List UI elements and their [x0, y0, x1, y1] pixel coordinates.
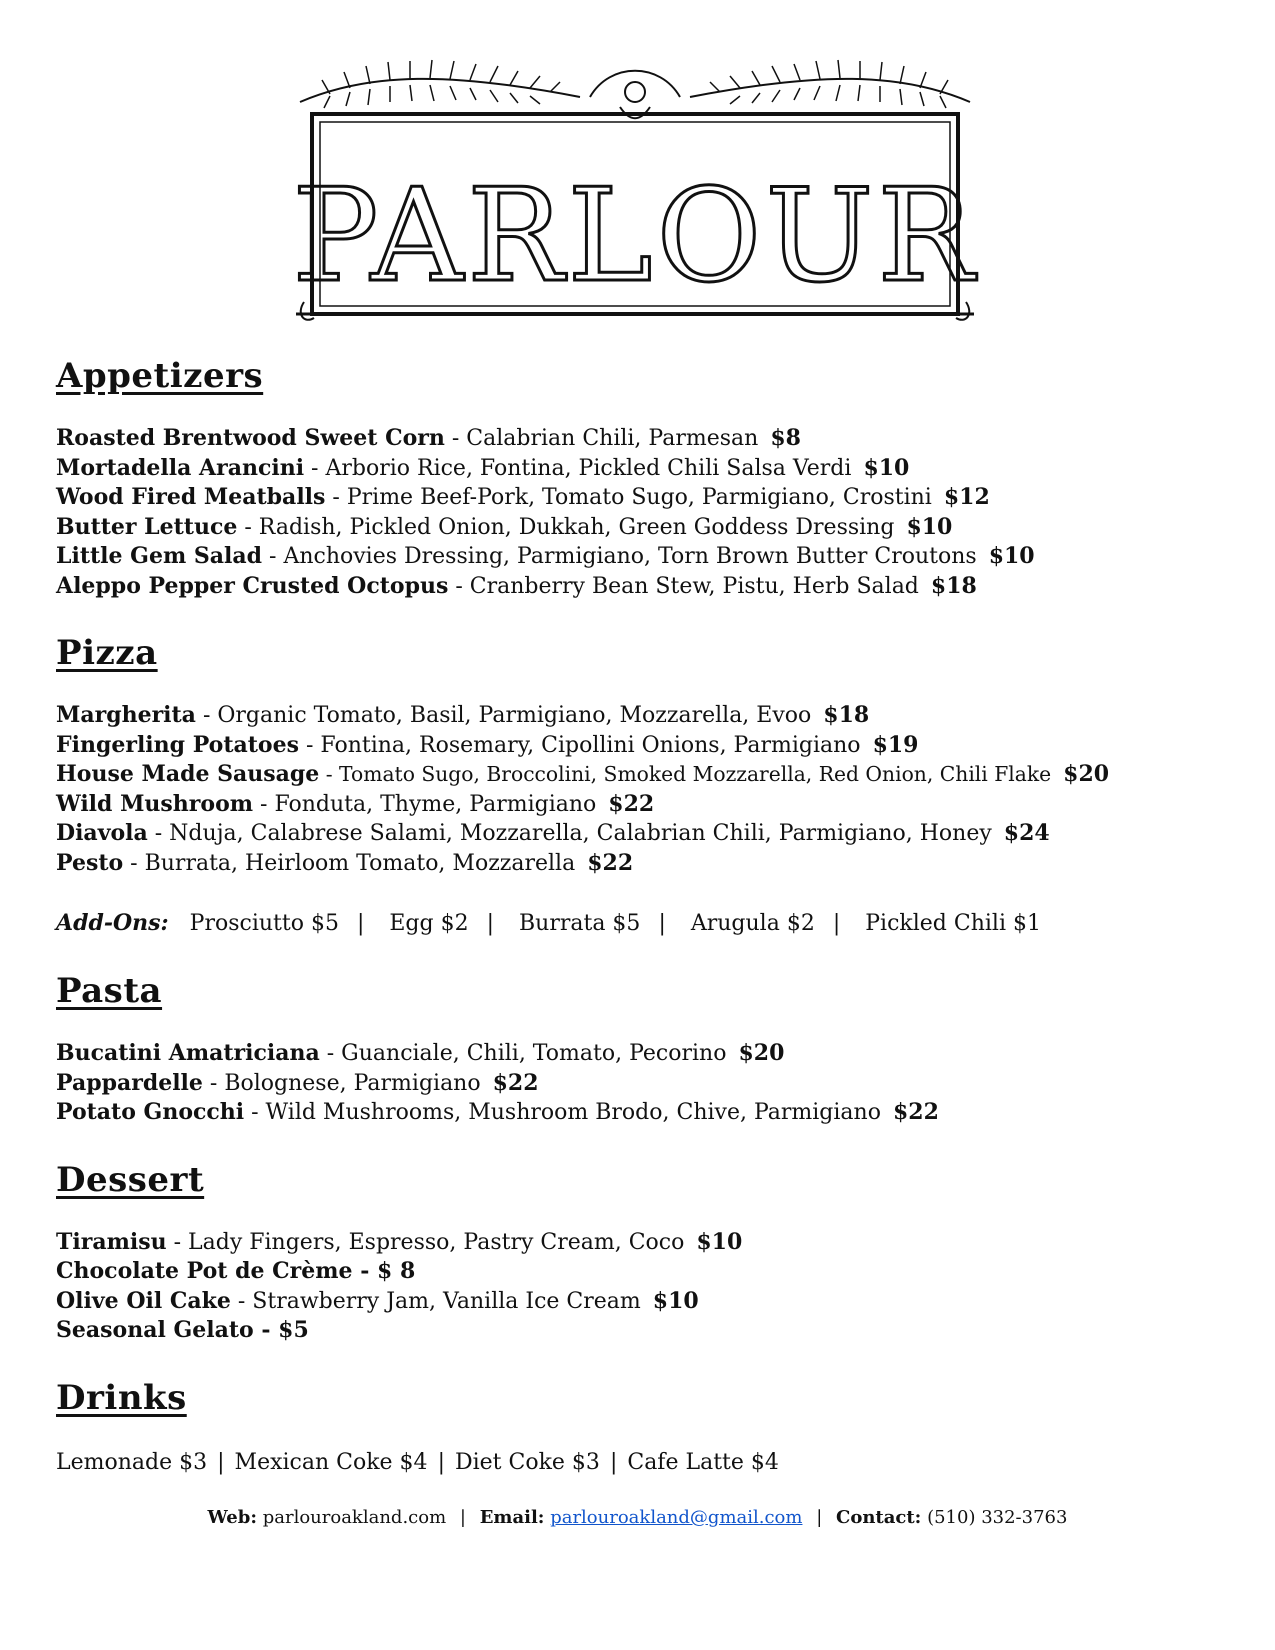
section-title-drinks: Drinks — [56, 1377, 187, 1418]
menu-item — [56, 454, 1236, 484]
separator: | — [217, 1449, 225, 1475]
menu-content — [56, 354, 1236, 1508]
menu-item — [56, 731, 1236, 761]
pasta-list — [56, 1039, 1236, 1128]
menu-item — [56, 1228, 1236, 1258]
menu-item — [56, 542, 1236, 572]
item-price: $22 — [587, 849, 634, 876]
item-description: - Calabrian Chili, Parmesan — [444, 426, 759, 451]
item-description: - Tomato Sugo, Broccolini, Smoked Mozzarella, Red Onion, Chili Flake — [319, 762, 1052, 786]
menu-item — [56, 701, 1236, 731]
item-price: $10 — [652, 1287, 699, 1314]
item-price: $12 — [943, 484, 990, 510]
item-price: $20 — [738, 1040, 785, 1066]
item-name: Diavola — [56, 820, 148, 846]
pizza-section — [56, 631, 1236, 939]
menu-item — [56, 1316, 1236, 1346]
section-title-dessert: Dessert — [56, 1159, 205, 1200]
item-price: $18 — [823, 702, 870, 728]
drinks-list — [56, 1448, 1236, 1478]
foliage-ornament-icon — [300, 60, 970, 118]
item-description: - Wild Mushrooms, Mushroom Brodo, Chive, Parmigiano — [244, 1100, 881, 1125]
dessert-list — [56, 1228, 1236, 1346]
footer-email-link[interactable]: parlouroakland@gmail.com — [550, 1507, 803, 1528]
menu-item — [56, 819, 1236, 849]
item-name: Pappardelle — [56, 1069, 203, 1096]
drink-item: Mexican Coke $4 — [234, 1449, 428, 1475]
item-price: $10 — [696, 1228, 743, 1255]
item-price: $20 — [1063, 761, 1110, 787]
item-price: $10 — [988, 543, 1035, 569]
menu-item — [56, 1039, 1236, 1069]
item-name: Wild Mushroom — [56, 790, 254, 817]
separator: | — [437, 1449, 445, 1475]
item-description: - Prime Beef-Pork, Tomato Sugo, Parmigiano, Crostini — [325, 485, 932, 510]
item-description: - Anchovies Dressing, Parmigiano, Torn Brown Butter Croutons — [262, 544, 977, 569]
footer-email-label: Email: — [479, 1507, 545, 1528]
drinks-section — [56, 1376, 1236, 1478]
item-price: $22 — [892, 1099, 939, 1125]
item-description: - Lady Fingers, Espresso, Pastry Cream, Coco — [166, 1229, 685, 1255]
item-name: Seasonal Gelato - $5 — [56, 1317, 309, 1343]
item-name: Pesto — [56, 849, 124, 876]
item-name: Olive Oil Cake — [56, 1287, 231, 1314]
addon-item: Burrata $5 — [519, 911, 641, 936]
menu-item — [56, 849, 1236, 879]
item-name: Mortadella Arancini — [56, 454, 305, 481]
menu-item — [56, 1069, 1236, 1099]
item-name: Bucatini Amatriciana — [56, 1040, 320, 1066]
item-description: - Organic Tomato, Basil, Parmigiano, Mozzarella, Evoo — [195, 703, 812, 728]
pasta-section — [56, 969, 1236, 1128]
logo-wordmark: PARLOUR — [292, 162, 978, 311]
footer-web-value: parlouroakland.com — [262, 1507, 447, 1528]
parlour-logo — [290, 52, 980, 342]
item-description: - Bolognese, Parmigiano — [202, 1070, 481, 1096]
item-price: $22 — [492, 1069, 539, 1096]
item-name: Aleppo Pepper Crusted Octopus — [56, 572, 449, 599]
menu-item — [56, 424, 1236, 454]
item-price: $10 — [863, 454, 910, 481]
item-price: $18 — [930, 572, 977, 599]
item-name: Butter Lettuce — [56, 513, 238, 540]
section-title-pizza: Pizza — [56, 633, 158, 673]
item-name: Margherita — [56, 702, 196, 728]
addon-item: Pickled Chili $1 — [865, 911, 1041, 936]
menu-item — [56, 513, 1236, 543]
item-name: Little Gem Salad — [56, 543, 263, 569]
item-description: - Strawberry Jam, Vanilla Ice Cream — [230, 1288, 641, 1314]
item-name: House Made Sausage — [56, 761, 320, 787]
footer-web-label: Web: — [207, 1507, 257, 1528]
footer — [0, 1507, 1275, 1528]
item-description: - Guanciale, Chili, Tomato, Pecorino — [319, 1041, 727, 1066]
menu-item — [56, 483, 1236, 513]
item-price: $8 — [770, 425, 801, 451]
section-title-pasta: Pasta — [56, 971, 163, 1011]
menu-item — [56, 572, 1236, 602]
separator: | — [609, 1449, 618, 1475]
item-name: Potato Gnocchi — [56, 1099, 245, 1125]
footer-contact-value: (510) 332-3763 — [927, 1507, 1068, 1528]
menu-item — [56, 1098, 1236, 1128]
addon-item: Egg $2 — [389, 911, 469, 936]
item-name: Chocolate Pot de Crème - $ 8 — [56, 1258, 416, 1284]
addon-item: Prosciutto $5 — [189, 911, 339, 936]
separator: | — [658, 911, 666, 936]
addons-label: Add-Ons: — [56, 910, 169, 936]
menu-item — [56, 1257, 1236, 1287]
item-name: Wood Fired Meatballs — [56, 484, 326, 510]
menu-item — [56, 760, 1236, 790]
item-description: - Cranberry Bean Stew, Pistu, Herb Salad — [448, 573, 919, 599]
item-name: Fingerling Potatoes — [56, 731, 299, 758]
footer-contact-label: Contact: — [836, 1507, 922, 1528]
item-description: - Fonduta, Thyme, Parmigiano — [253, 791, 597, 817]
separator: | — [356, 911, 365, 936]
drink-item: Diet Coke $3 — [454, 1449, 600, 1475]
drink-item: Lemonade $3 — [56, 1449, 208, 1475]
item-price: $24 — [1003, 820, 1050, 846]
drink-item: Cafe Latte $4 — [627, 1449, 779, 1475]
item-price: $10 — [906, 513, 953, 540]
item-description: - Radish, Pickled Onion, Dukkah, Green Goddess Dressing — [237, 514, 895, 540]
item-name: Roasted Brentwood Sweet Corn — [56, 425, 445, 451]
item-name: Tiramisu — [56, 1228, 167, 1255]
item-description: - Burrata, Heirloom Tomato, Mozzarella — [123, 850, 576, 876]
item-description: - Nduja, Calabrese Salami, Mozzarella, Calabrian Chili, Parmigiano, Honey — [147, 821, 992, 846]
item-price: $22 — [608, 790, 655, 817]
separator: | — [832, 911, 841, 936]
separator: | — [459, 1507, 466, 1528]
item-description: - Arborio Rice, Fontina, Pickled Chili Salsa Verdi — [304, 455, 852, 481]
dessert-section — [56, 1158, 1236, 1346]
item-description: - Fontina, Rosemary, Cipollini Onions, Parmigiano — [298, 732, 861, 758]
separator: | — [816, 1507, 823, 1528]
menu-item — [56, 790, 1236, 820]
appetizers-section — [56, 354, 1236, 601]
appetizers-list — [56, 424, 1236, 601]
menu-item — [56, 1287, 1236, 1317]
separator: | — [486, 911, 494, 936]
pizza-list — [56, 701, 1236, 878]
addon-item: Arugula $2 — [690, 911, 815, 936]
pizza-addons — [56, 908, 1236, 939]
item-price: $19 — [872, 731, 919, 758]
section-title-appetizers: Appetizers — [56, 356, 264, 396]
